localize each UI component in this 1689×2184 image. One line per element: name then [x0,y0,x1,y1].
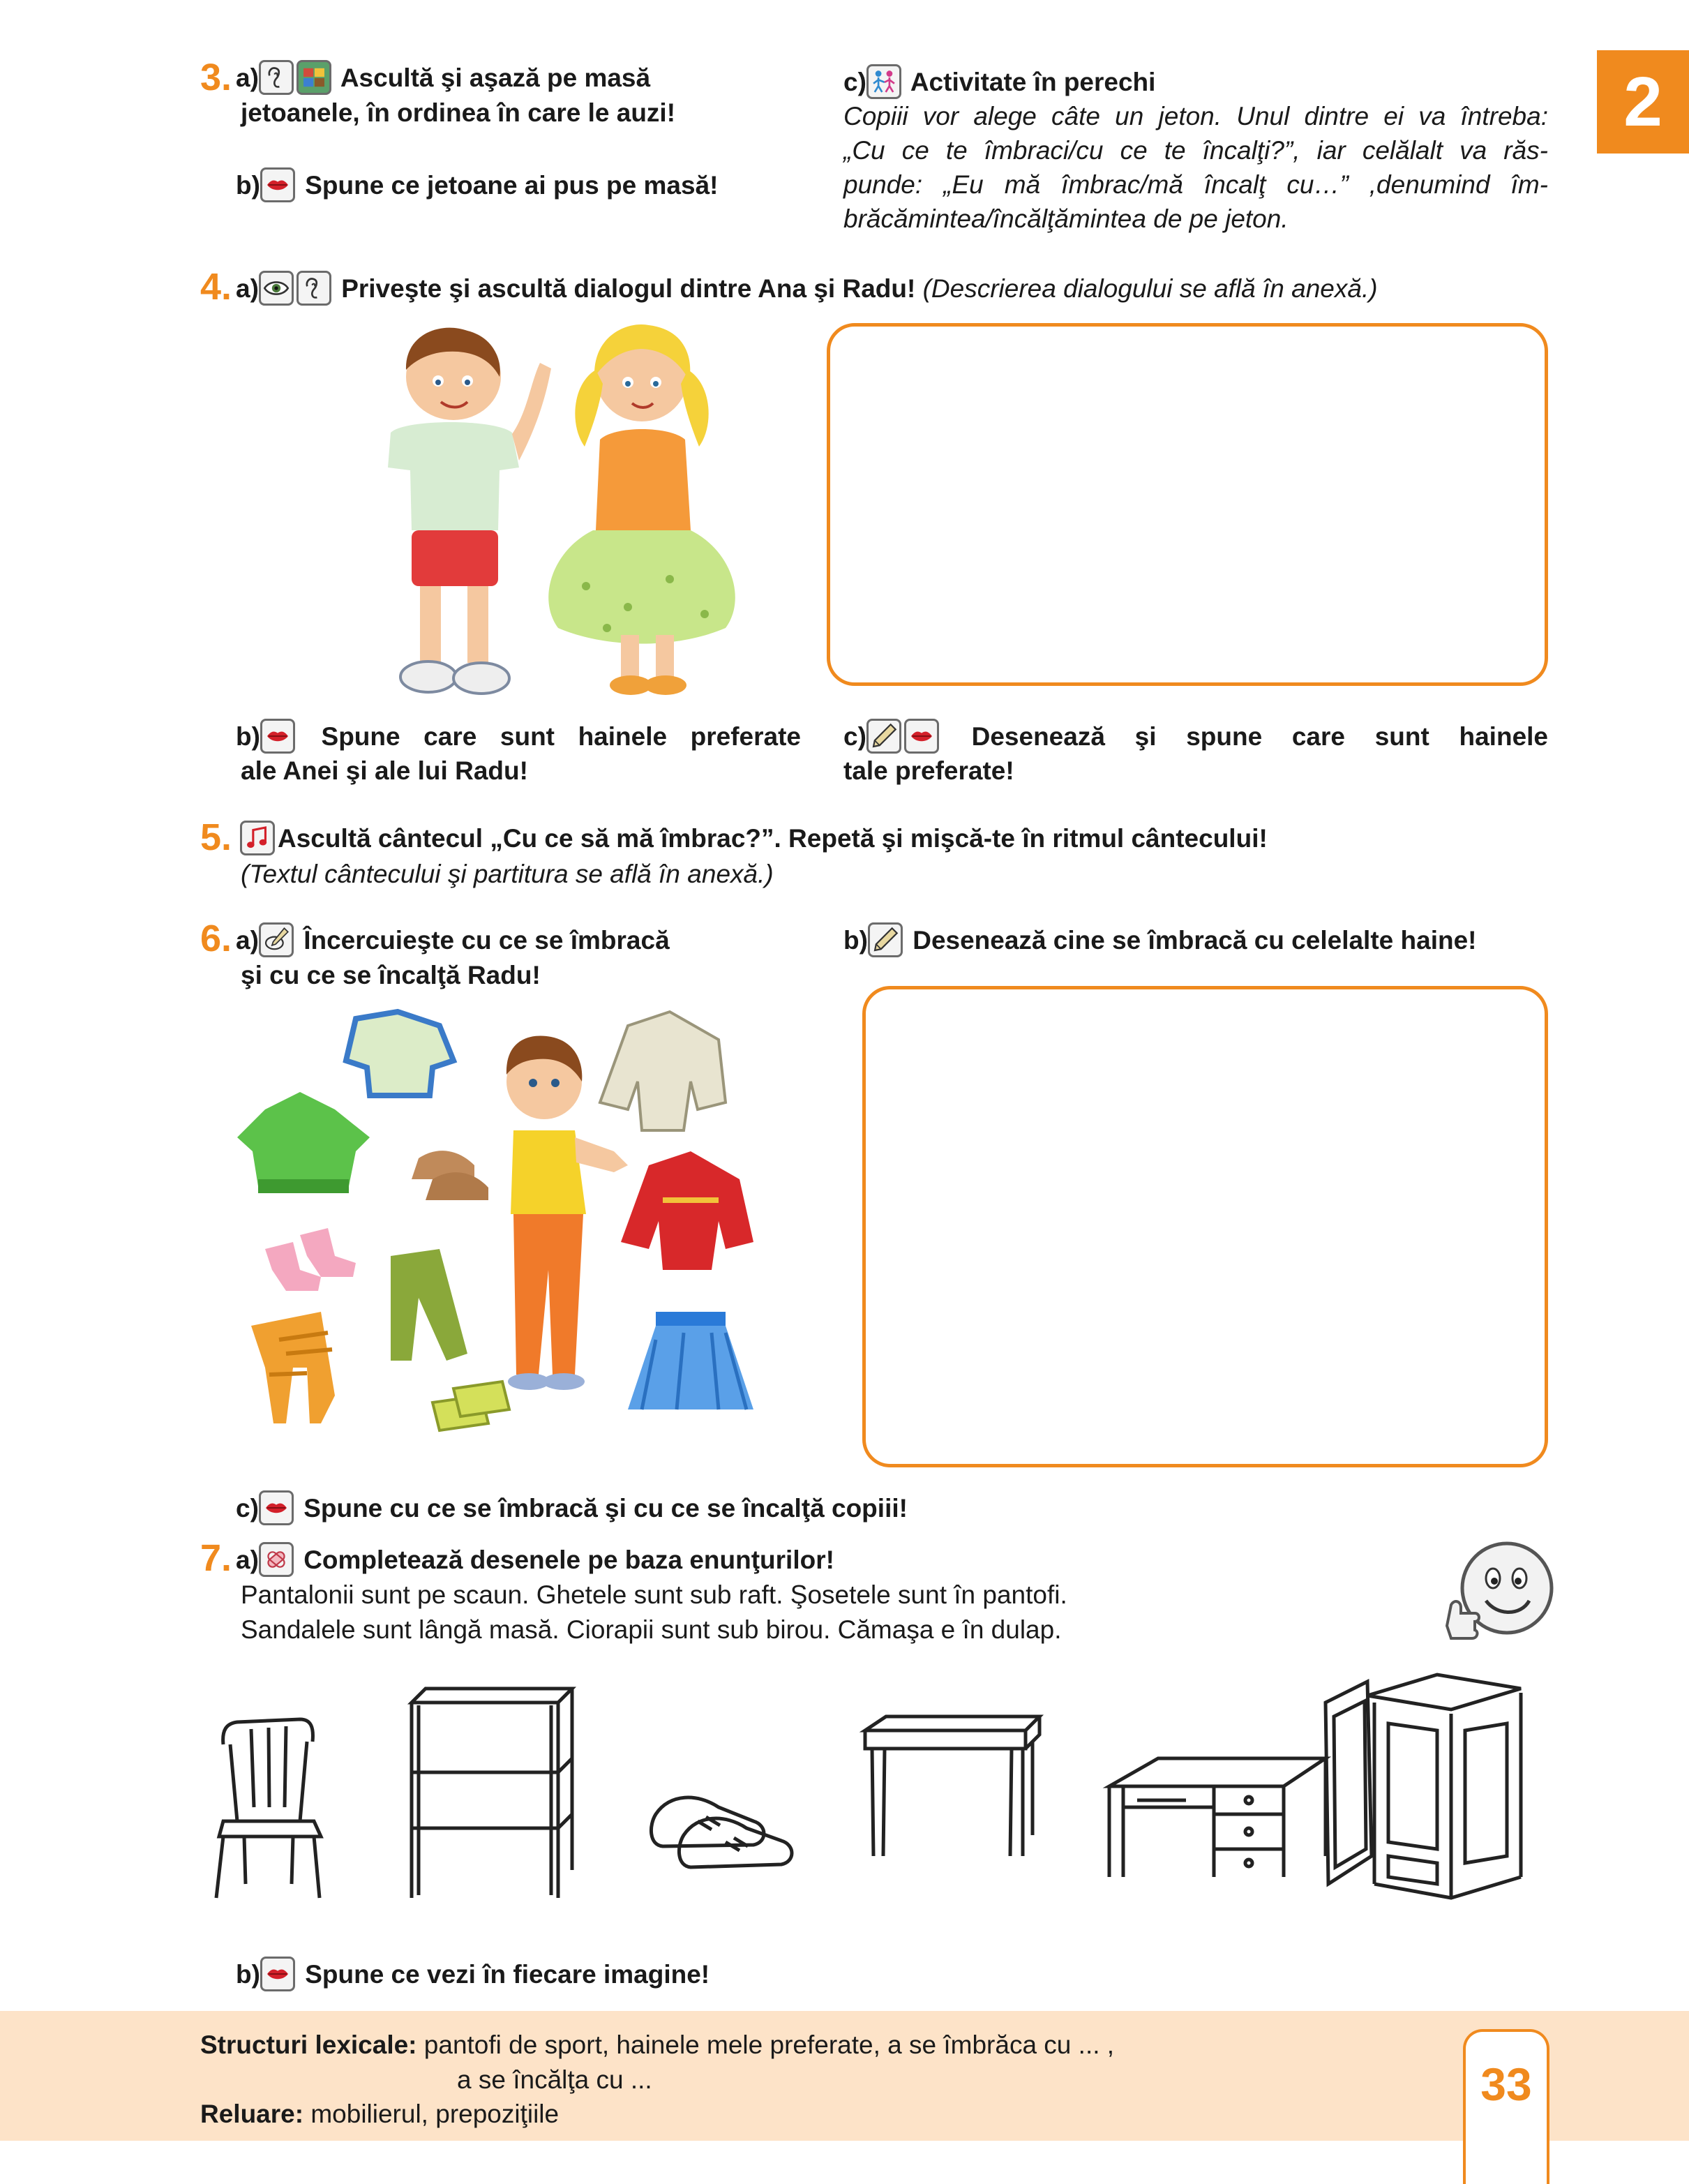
radu-and-ana-illustration [363,321,753,712]
exercise-6b-label: b) [843,926,868,955]
exercise-6b-text: Desenează cine se îmbracă cu celelalte haine! [913,926,1477,955]
exercise-3b-label: b) [236,171,260,200]
exercise-5 [240,821,1268,855]
drawing-box-ex6[interactable] [862,986,1548,1467]
page-number-tab [1463,2029,1549,2184]
page-number: 33 [1480,2058,1532,2110]
puzzle-icon [296,60,331,95]
exercise-3c-body-2: „Cu ce te îmbraci/cu ce te încalţi?”, iar celălalt va răs- [843,136,1548,165]
exercise-6a-text-2: şi cu ce se încalţă Radu! [241,961,541,989]
exercise-4a-note: (Descrierea dialogului se află în anexă.) [922,274,1378,303]
exercise-6c-label: c) [236,1494,259,1523]
tights-orange-item [251,1312,335,1423]
exercise-4b-text-2: ale Anei şi ale lui Radu! [241,756,528,785]
exercise-7b-text: Spune ce vezi în fiecare imagine! [305,1960,710,1989]
socks-pink-item [265,1228,356,1291]
exercise-7-line-1: Pantalonii sunt pe scaun. Ghetele sunt sub raft. Şosetele sunt în pantofi. [241,1580,1067,1609]
bandage-icon [259,1542,294,1577]
exercise-5-note: (Textul cântecului şi partitura se află în anexă.) [241,860,774,888]
ear-icon [259,60,294,95]
exercise-3b [236,167,718,202]
pairs-icon [866,64,901,99]
exercise-7-number: 7. [200,1537,232,1579]
footer-structures-label: Structuri lexicale: [200,2030,417,2059]
exercise-7b-label: b) [236,1960,260,1989]
jacket-beige-item [600,1012,726,1130]
exercise-3b-text: Spune ce jetoane ai pus pe masă! [305,171,719,200]
exercise-4c-text-2: tale preferate! [843,756,1014,785]
exercise-4c [843,719,1548,754]
eye-icon [259,271,294,306]
chapter-number: 2 [1623,63,1662,141]
exercise-4b-text-1: Spune care sunt hainele preferate [321,722,802,751]
lips-icon [260,1957,295,1991]
exercise-7a [236,1542,834,1577]
pencil-icon [868,922,903,957]
ana-figure [548,324,735,695]
exercise-6c [236,1490,908,1525]
exercise-3c-label: c) [843,68,866,96]
exercise-4b-line-1 [236,719,801,754]
trousers-green-item [391,1249,467,1361]
footer-reluare-label: Reluare: [200,2100,304,2128]
lips-icon [259,1490,294,1525]
exercise-4b [236,719,801,754]
chair-drawing [216,1719,321,1898]
exercise-4c-label: c) [843,722,866,751]
exercise-6a-text-1: Încercuieşte cu ce se îmbracă [303,926,670,955]
exercise-4c-text-1: Desenează şi spune care sunt hainele [971,722,1549,751]
footer-reluare-text: mobilierul, prepoziţiile [310,2100,560,2128]
exercise-7a-text: Completează desenele pe baza enunţurilor! [303,1546,834,1574]
exercise-3c-title: Activitate în perechi [910,68,1156,96]
shelf-drawing [412,1689,572,1898]
exercise-7-line-2: Sandalele sunt lângă masă. Ciorapii sunt sub birou. Cămaşa e în dulap. [241,1615,1062,1644]
drawing-box-ex4[interactable] [827,323,1548,686]
pencil-icon [866,719,901,754]
exercise-5-number: 5. [200,816,232,858]
wardrobe-drawing [1326,1675,1521,1898]
smiley-thumbs-up-icon [1437,1535,1556,1654]
furniture-illustrations [209,1647,1556,1905]
exercise-6c-text: Spune cu ce se îmbracă şi cu ce se încalţă copiii! [303,1494,908,1523]
radu-figure [388,328,551,694]
exercise-3c-body-3: punde: „Eu mă îmbrac/mă încalţ cu…” ,denumind îm- [843,170,1548,199]
jacket-red-item [621,1151,753,1270]
exercise-4a [236,271,1378,306]
music-note-icon [240,821,275,855]
chapter-tab [1597,50,1689,154]
exercise-3a-text-2: jetoanele, în ordinea în care le auzi! [241,98,676,127]
exercise-6a [236,922,670,957]
exercise-5-text: Ascultă cântecul „Cu ce să mă îmbrac?”. Repetă şi mişcă-te în ritmul cântecului! [278,824,1268,853]
exercise-3-number: 3. [200,57,232,98]
clothes-illustration [237,1005,767,1465]
exercise-6a-label: a) [236,926,259,955]
exercise-6b [843,922,1476,957]
exercise-4a-text: Priveşte şi ascultă dialogul dintre Ana şi Radu! [341,274,916,303]
desk-drawing [1109,1758,1326,1877]
footer-structures-text-2: a se încălţa cu ... [457,2065,652,2094]
lips-icon [260,167,295,202]
exercise-7b [236,1957,710,1991]
exercise-4b-label: b) [236,722,260,751]
lips-icon [260,719,295,754]
sandals-yellow-item [433,1382,509,1430]
exercise-3c-body-4: brăcămintea/încălţămintea de pe jeton. [843,204,1289,233]
exercise-7a-label: a) [236,1546,259,1574]
footer-structures-text-1: pantofi de sport, hainele mele preferate, a se îmbrăca cu ... , [423,2030,1115,2059]
ear-icon [296,271,331,306]
exercise-3a-label: a) [236,63,259,92]
shoes-brown-item [412,1151,488,1200]
exercise-4-number: 4. [200,266,232,308]
sweater-green-item [237,1092,370,1193]
table-drawing [865,1716,1039,1856]
footer-reluare [200,2097,559,2131]
shirt-blue-item [346,1012,453,1095]
exercise-4a-label: a) [236,274,259,303]
lips-icon [904,719,939,754]
skirt-blue-item [628,1312,753,1409]
sneakers-drawing [651,1797,792,1867]
exercise-3a [236,60,650,95]
exercise-3c [843,64,1155,99]
exercise-4c-line-1 [843,719,1548,754]
exercise-3c-body-1: Copiii vor alege câte un jeton. Unul dintre ei va întreba: [843,102,1548,130]
circle-pencil-icon [259,922,294,957]
exercise-3a-text-1: Ascultă şi aşază pe masă [340,63,651,92]
exercise-6-number: 6. [200,918,232,959]
footer-structures [200,2028,1114,2062]
